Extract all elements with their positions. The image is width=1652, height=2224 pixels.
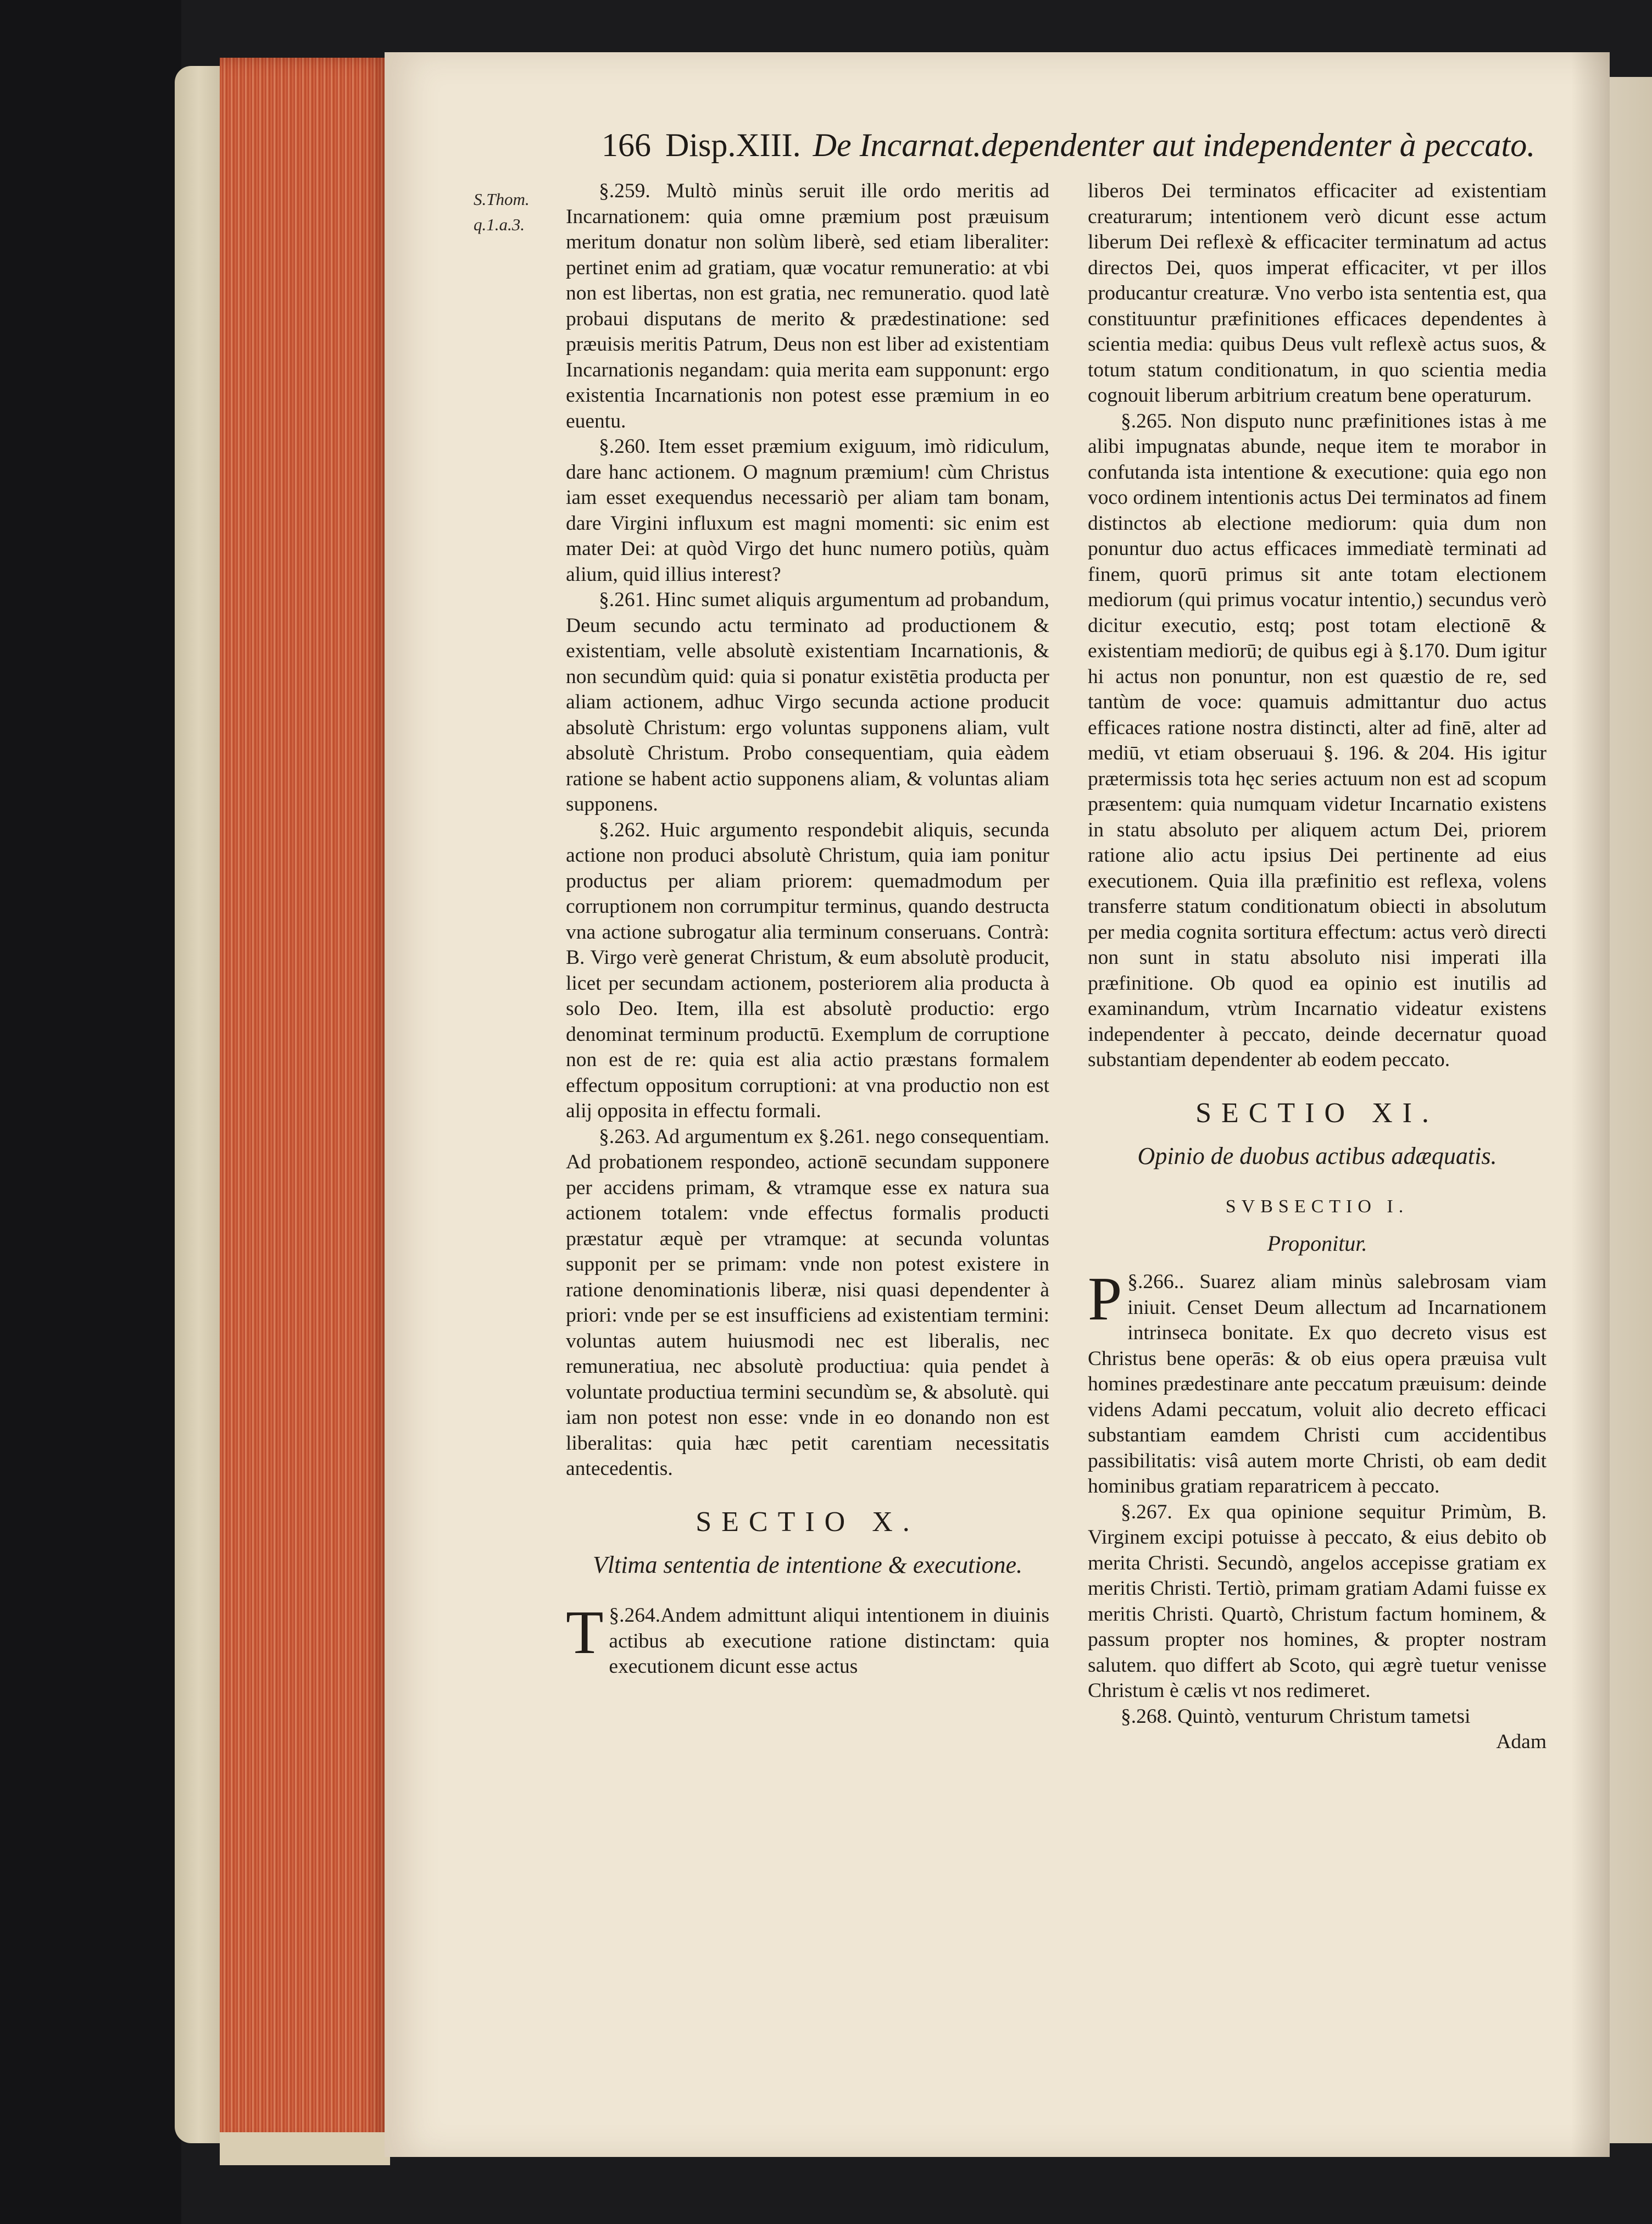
paragraph-263: §.263. Ad argumentum ex §.261. nego consequentiam. Ad probationem respondeo, actionē secundam supponere per accidens primam, & vtramque esse ex natura sua actionem totalem: vnde effectus formalis producti præstatur æquè per vtramque: at secunda voluntas supponit per se primam: vnde non potest existere in ratione denominationis liberæ, nisi quasi dependenter à priori: vnde per se est insufficiens ad existentiam termini: voluntas autem huiusmodi nec est liberalis, nec remuneratiua, nec absolutè productiua: quia pendet à voluntate productiua termini secundùm se, & absolutè. qui iam non potest non esse: vnde in eo donando non est liberalitas: quia hæc petit carentiam necessitatis antecedentis.	[566, 1125, 1049, 1480]
subsection-title: Proponitur.	[1267, 1230, 1367, 1256]
margin-note	[474, 187, 556, 237]
paragraph-text: . Suarez aliam minùs salebrosam viam iniuit. Censet Deum allectum ad Incarnationem intrinseca bonitate. Ex quo decreto visus est Christus bene operās: & ob eius opera præuisa vult homines prædestinare ante peccatum præuisum: deinde videns Adami peccatum, voluit alio decreto efficaci substantiam eamdem Christi cum accidentibus passibilitatis: visâ autem morte Christi, ob eam dedit hominibus gratiam reparatricem à peccato.	[1088, 1271, 1547, 1498]
dark-background	[0, 0, 181, 2224]
paragraph-label: §.266.	[1127, 1271, 1180, 1293]
header-title: De Incarnat.dependenter aut independenter à peccato.	[813, 127, 1536, 163]
paragraph-259: §.259. Multò minùs seruit ille ordo meritis ad Incarnationem: quia omne præmium post præuisum meritum donatur non solùm liberè, sed etiam liberaliter: pertinet enim ad gratiam, quæ vocatur remuneratio: at vbi non est libertas, non est gratia, nec remuneratio. quod latè probaui disputans de merito & prædestinatione: sed præuisis meritis Patrum, Deus non est liber ad existentiam Incarnationis negandam: quia merita eam supponunt: ergo existentia Incarnationis non potest esse præmium in eo euentu.	[566, 180, 1049, 432]
paragraph-261: §.261. Hinc sumet aliquis argumentum ad probandum, Deum secundo actu terminato ad productionem & existentiam, velle absolutè existentiam Incarnationis, & non secundùm quid: quia si ponatur existētia producta per aliam actionem, adhuc Virgo secunda actione producit absolutè Christum: ergo voluntas supponens aliam, vult absolutè Christum. Probo consequentiam, quia eàdem ratione se habent actio supponens aliam, & voluntas aliam supponens.	[566, 589, 1049, 816]
catchword: Adam	[1496, 1731, 1547, 1753]
subsection-heading: SVBSECTIO I.	[1225, 1196, 1409, 1217]
paragraph-265: §.265. Non disputo nunc præfinitiones istas à me alibi impugnatas abunde, neque item te morabor in confutanda ista intentione & executione: quia ego non voco ordinem intentionis actus Dei terminatos ad finem distinctos ab electione mediorum: quia dum non ponuntur duo actus efficaces immediatè terminati ad finem, quorū primus sit ante totam electionem mediorum (qui primus vocatur intentio,) secundus verò dicitur executio, estq; post totam electionē & existentiam mediorū; de quibus egi à §.170. Dum igitur hi actus non ponuntur, non est quæstio de re, sed tantùm de voce: quamuis admittantur duo actus efficaces ratione nostra distincti, alter ad finē, alter ad mediū, vt etiam obseruaui §. 196. & 204. His igitur prætermissis tota hęc series actuum non est ad scopum præsentem: quia numquam videtur Incarnatio existens in statu absoluto per aliquem actum Dei, priorem ratione alio actu ipsius Dei pertinente ad eius executionem. Quia illa præfinitio est reflexa, volens transferre statum conditionatum obiecti in absolutum per media cognita sortitura effectum: actus verò directi non sunt in statu absoluto nisi imperati illa præfinitione. Ob quod ea opinio est inutilis ad examinandum, vtrùm Incarnatio videatur existens independenter à peccato, deinde decernatur quoad substantiam dependenter ab eodem peccato.	[1088, 409, 1547, 1071]
margin-note-line: S.Thom.	[474, 190, 530, 209]
facing-page-edge	[1604, 77, 1652, 2143]
paragraph-260: §.260. Item esset præmium exiguum, imò ridiculum, dare hanc actionem. O magnum præmium! cùm Christus iam esset exequendus necessariò per aliam tam bonam, dare Virgini influxum est magni momenti: sic enim est mater Dei: at quòd Virgo det hunc numero potiùs, quàm alium, quid illius interest?	[566, 435, 1049, 586]
paragraph-268: §.268. Quintò, venturum Christum tametsi	[1121, 1705, 1471, 1728]
page-number: 166	[602, 127, 651, 163]
section-heading: SECTIO X.	[696, 1506, 920, 1538]
paragraph-label: §.264.	[609, 1604, 661, 1627]
paragraph-264-continued: liberos Dei terminatos efficaciter ad existentiam creaturarum; intentionem verò dicunt esse actum liberum Dei reflexè & efficaciter terminatum ad actus directos Dei, quos imperat efficaciter, vt per illos producantur creaturæ. Vno verbo ista sententia est, qua constituuntur præfinitiones efficaces dependentes à scientia media: quibus Deus vult reflexè actus suos, & totum statum conditionatum, in quo scientia media cognouit liberum arbitrium creatum bene operaturum.	[1088, 180, 1547, 407]
drop-cap: T	[566, 1599, 604, 1667]
drop-cap: P	[1088, 1265, 1122, 1333]
section-heading: SECTIO XI.	[1195, 1097, 1439, 1129]
margin-note-line: q.1.a.3.	[474, 215, 525, 234]
red-page-edges	[220, 58, 390, 2146]
gutter-shadow	[1571, 52, 1610, 2157]
left-column	[566, 179, 1049, 1680]
cover-bottom-edge	[220, 2132, 390, 2165]
paragraph-267: §.267. Ex qua opinione sequitur Primùm, B. Virginem excipi potuisse à peccato, & eius debito ob merita Christi. Secundò, angelos accepisse gratiam ex meritis Christi. Tertiò, primam gratiam Adami fuisse ex meritis Christi. Quartò, Christum factum hominem, & passum propter nos homines, & propter nostram salutem. quo differt ab Scoto, qui ægrè tuetur venisse Christum è cælis vt nos redimeret.	[1088, 1500, 1547, 1702]
right-column	[1088, 179, 1547, 1755]
paragraph-264	[566, 1599, 1049, 1680]
paragraph-262: §.262. Huic argumento respondebit aliquis, secunda actione non produci absolutè Christum, quia iam ponitur productus per aliam priorem: quemadmodum per corruptionem non corrumpitur terminus, quando destructa vna actione subrogatur alia terminum conseruans. Contrà: B. Virgo verè generat Christum, & eum absolutè producit, licet per secundam actionem, posteriorem alia producta à solo Deo. Item, illa est absolutè productio: ergo denominat terminum productū. Exemplum de corruptione non est de re: quia est alia actio præstans formalem effectum oppositum corruptioni: at vna productio non est alij opposita in effectu formali.	[566, 818, 1049, 1122]
disputation-label: Disp.XIII.	[665, 127, 801, 163]
running-header	[602, 126, 1547, 164]
paragraph-text: Andem admittunt aliqui intentionem in diuinis actibus ab executione ratione distinctam: quia executionem dicunt esse actus	[609, 1604, 1049, 1678]
section-title: Vltima sententia de intentione & executione.	[593, 1551, 1022, 1578]
paragraph-266	[1088, 1265, 1547, 1500]
section-title: Opinio de duobus actibus adæquatis.	[1137, 1142, 1497, 1169]
